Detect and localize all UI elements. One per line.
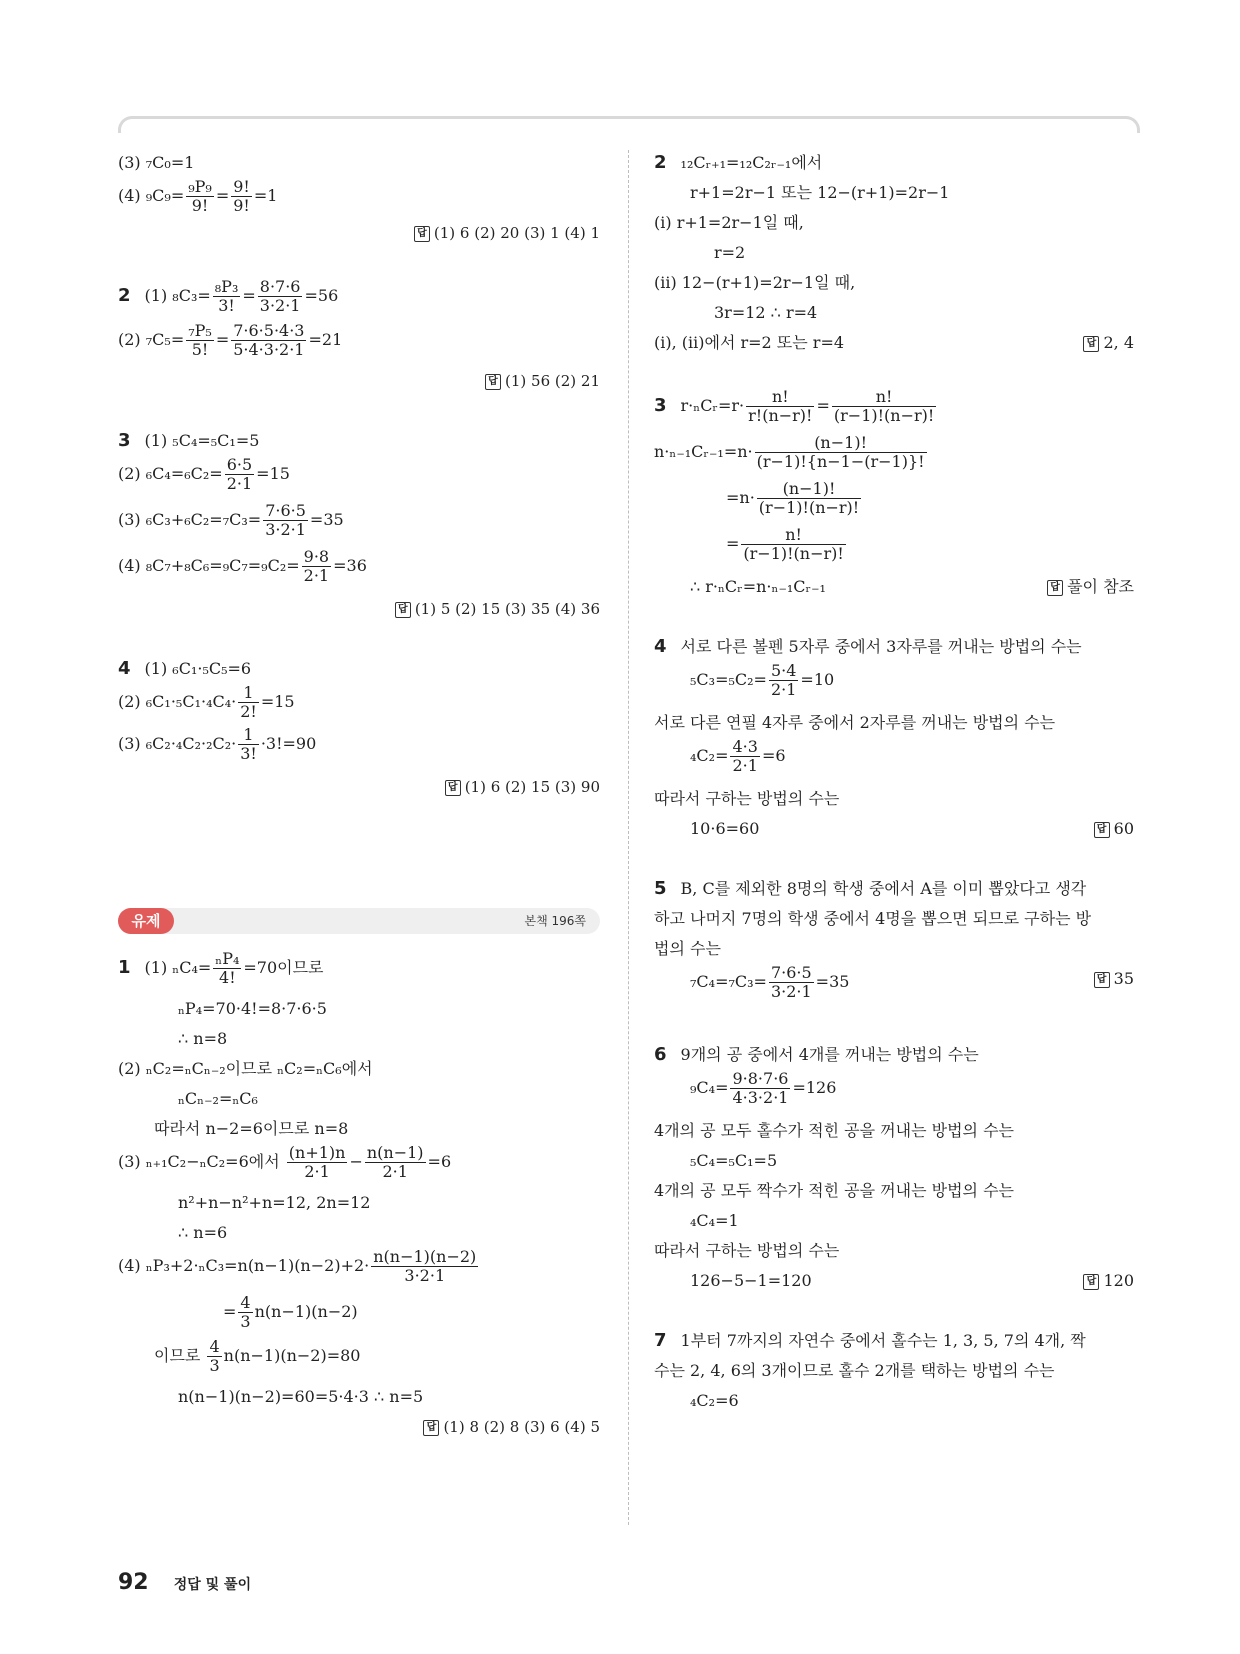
problem-number: 4 <box>118 658 131 679</box>
answer-line: 답 (1) 5 (2) 15 (3) 35 (4) 36 <box>118 594 600 624</box>
problem-number: 6 <box>654 1044 667 1065</box>
solution-line: ∴ n=6 <box>178 1223 228 1242</box>
exercise-7-solution <box>654 1326 1134 1416</box>
solution-line: 이므로 $\frac{4}{3}$ n(n−1)(n−2)=80 <box>154 1337 361 1375</box>
fraction: $\frac{n!}{r!(n-r)!}$ <box>748 387 813 425</box>
page-number: 92 <box>118 1570 149 1595</box>
solution-line: 1 (1) ₙC₄= $\frac{\text{ₙP₄}}{4!}$ =70이므로 <box>118 949 324 987</box>
solution-line: ₇C₄=₇C₃= $\frac{7\cdot 6\cdot 5}{3\cdot 2\cdot 1}$ =35 답 35 <box>690 963 1134 1001</box>
fraction: $\frac{n(n-1)(n-2)}{3\cdot 2\cdot 1}$ <box>373 1247 477 1285</box>
solution-line: ₉C₄= $\frac{9\cdot 8\cdot 7\cdot 6}{4\cdot 3\cdot 2\cdot 1}$ =126 <box>690 1069 837 1107</box>
section-page-ref: 본책 196쪽 <box>524 914 586 928</box>
solution-line: 5 B, C를 제외한 8명의 학생 중에서 A를 이미 뽑았다고 생각 <box>654 878 1087 899</box>
solution-line: 하고 나머지 7명의 학생 중에서 4명을 뽑으면 되므로 구하는 방 <box>654 909 1092 928</box>
page-section-title: 정답 및 풀이 <box>173 1577 252 1593</box>
solution-line: 4 (1) ₆C₁·₅C₅=6 <box>118 658 252 679</box>
answer-icon: 답 <box>445 780 461 796</box>
solution-line: (3) ₆C₃+₆C₂=₇C₃= $\frac{7\cdot 6\cdot 5}{3\cdot 2\cdot 1}$ =35 <box>118 501 344 539</box>
solution-line: (4) ₉C₉= $\frac{\text{₉P₉}}{9!}$ = $\frac{9!}{9!}$ =1 <box>118 177 278 215</box>
fraction: $\frac{n!}{(r-1)!(n-r)!}$ <box>833 387 935 425</box>
solution-line: (ⅱ) 12−(r+1)=2r−1일 때, <box>654 273 856 292</box>
solution-line: (3) ₇C₀=1 <box>118 153 195 172</box>
answer: 답 120 <box>1083 1266 1134 1296</box>
solution-line: 2 ₁₂Cᵣ₊₁=₁₂C₂ᵣ₋₁에서 <box>654 152 823 173</box>
solution-line: 3 (1) ₅C₄=₅C₁=5 <box>118 430 260 451</box>
solution-line: ₄C₄=1 <box>690 1211 739 1230</box>
solution-line: 법의 수는 <box>654 939 721 958</box>
answer-icon: 답 <box>485 374 501 390</box>
fraction: $\frac{5\cdot 4}{2\cdot 1}$ <box>770 661 797 699</box>
solution-line: 4개의 공 모두 홀수가 적힌 공을 꺼내는 방법의 수는 <box>654 1121 1014 1140</box>
solution-line: 수는 2, 4, 6의 3개이므로 홀수 2개를 택하는 방법의 수는 <box>654 1361 1055 1380</box>
solution-line: (4) ₙP₃+2·ₙC₃=n(n−1)(n−2)+2· $\frac{n(n-1)(n-2)}{3\cdot 2\cdot 1}$ <box>118 1247 477 1285</box>
problem-number: 2 <box>118 285 131 306</box>
problem-number: 2 <box>654 152 667 173</box>
solution-line: ₄C₂= $\frac{4\cdot 3}{2\cdot 1}$ =6 <box>690 737 786 775</box>
solution-line: ₅C₄=₅C₁=5 <box>690 1151 778 1170</box>
answer: 답 풀이 참조 <box>1047 572 1134 602</box>
fraction: $\frac{\text{₇P₅}}{5!}$ <box>188 321 212 359</box>
solution-line: ₙCₙ₋₂=ₙC₆ <box>178 1089 258 1108</box>
section-header <box>118 908 600 934</box>
solution-line: (3) ₙ₊₁C₂−ₙC₂=6에서 $\frac{(n+1)n}{2\cdot 1}$ − $\frac{n(n-1)}{2\cdot 1}$ =6 <box>118 1143 452 1181</box>
prev-problem-solution <box>118 148 600 248</box>
fraction: $\frac{4}{3}$ <box>240 1293 251 1331</box>
problem-number: 7 <box>654 1330 667 1351</box>
solution-line: n²+n−n²+n=12, 2n=12 <box>178 1193 371 1212</box>
solution-line: r+1=2r−1 또는 12−(r+1)=2r−1 <box>690 183 950 202</box>
fraction: $\frac{9\cdot 8}{2\cdot 1}$ <box>303 547 330 585</box>
solution-line: 따라서 n−2=6이므로 n=8 <box>154 1119 349 1138</box>
answer-icon: 답 <box>1083 1274 1099 1290</box>
solution-line: r=2 <box>714 243 746 262</box>
fraction: $\frac{1}{2!}$ <box>240 683 257 721</box>
right-column <box>654 148 1134 1416</box>
problem-number: 3 <box>118 430 131 451</box>
solution-line: 126−5−1=120 답 120 <box>654 1266 1134 1296</box>
fraction: $\frac{9\cdot 8\cdot 7\cdot 6}{4\cdot 3\cdot 2\cdot 1}$ <box>732 1069 789 1107</box>
section-tag: 유제 <box>118 908 174 934</box>
solution-line: 4 서로 다른 볼펜 5자루 중에서 3자루를 꺼내는 방법의 수는 <box>654 636 1082 657</box>
solution-line: (3) ₆C₂·₄C₂·₂C₂· $\frac{1}{3!}$ ·3!=90 <box>118 725 317 763</box>
exercise-3-solution <box>654 388 1134 602</box>
solution-line: 7 1부터 7까지의 자연수 중에서 홀수는 1, 3, 5, 7의 4개, 짝 <box>654 1330 1086 1351</box>
fraction: $\frac{(n+1)n}{2\cdot 1}$ <box>288 1143 346 1181</box>
column-divider <box>628 150 629 1525</box>
solution-line: 3 r·ₙCᵣ=r· $\frac{n!}{r!(n-r)!}$ = $\frac{n!}{(r-1)!(n-r)!}$ <box>654 387 935 425</box>
exercise-1-solution <box>118 950 600 1442</box>
solution-line: 3r=12 ∴ r=4 <box>714 303 818 322</box>
answer-icon: 답 <box>423 1420 439 1436</box>
fraction: $\frac{7\cdot 6\cdot 5\cdot 4\cdot 3}{5\cdot 4\cdot 3\cdot 2\cdot 1}$ <box>233 321 305 359</box>
solution-line: ₄C₂=6 <box>690 1391 739 1410</box>
solution-line: 서로 다른 연필 4자루 중에서 2자루를 꺼내는 방법의 수는 <box>654 713 1056 732</box>
fraction: $\frac{n!}{(r-1)!(n-r)!}$ <box>743 525 844 563</box>
solution-line: 2 (1) ₈C₃= $\frac{\text{₈P₃}}{3!}$ = $\frac{8\cdot 7\cdot 6}{3\cdot 2\cdot 1}$ =56 <box>118 277 339 315</box>
answer: 답 2, 4 <box>1083 328 1134 358</box>
solution-line: (2) ₙC₂=ₙCₙ₋₂이므로 ₙC₂=ₙC₆에서 <box>118 1059 373 1078</box>
solution-line: n(n−1)(n−2)=60=5·4·3 ∴ n=5 <box>178 1387 424 1406</box>
answer: 답 35 <box>1094 964 1134 994</box>
fraction: $\frac{1}{3!}$ <box>240 725 257 763</box>
exercise-4-solution <box>654 632 1134 844</box>
solution-line: = $\frac{4}{3}$ n(n−1)(n−2) <box>223 1293 358 1331</box>
answer-line: 답 (1) 56 (2) 21 <box>118 366 600 396</box>
answer-icon: 답 <box>395 602 411 618</box>
solution-line: = $\frac{n!}{(r-1)!(n-r)!}$ <box>726 525 844 563</box>
solution-line: 4개의 공 모두 짝수가 적힌 공을 꺼내는 방법의 수는 <box>654 1181 1014 1200</box>
solution-line: ₙP₄=70·4!=8·7·6·5 <box>178 999 327 1018</box>
problem-3-solution <box>118 426 600 624</box>
fraction: $\frac{(n-1)!}{(r-1)!\{n-1-(r-1)\}!}$ <box>756 433 925 471</box>
left-column <box>118 148 600 1442</box>
problem-4-solution <box>118 654 600 802</box>
fraction: $\frac{\text{₈P₃}}{3!}$ <box>214 277 239 315</box>
problem-number: 5 <box>654 878 667 899</box>
solution-line: ₅C₃=₅C₂= $\frac{5\cdot 4}{2\cdot 1}$ =10 <box>690 661 835 699</box>
solution-line: (2) ₆C₄=₆C₂= $\frac{6\cdot 5}{2\cdot 1}$ =15 <box>118 455 290 493</box>
answer-icon: 답 <box>1094 972 1110 988</box>
exercise-5-solution <box>654 874 1134 1010</box>
fraction: $\frac{7\cdot 6\cdot 5}{3\cdot 2\cdot 1}$ <box>770 963 812 1001</box>
solution-line: (2) ₇C₅= $\frac{\text{₇P₅}}{5!}$ = $\frac{7\cdot 6\cdot 5\cdot 4\cdot 3}{5\cdot 4\cdot 3\cdot 2\cdot 1}$ =21 <box>118 321 343 359</box>
solution-line: 따라서 구하는 방법의 수는 <box>654 1241 840 1260</box>
answer-icon: 답 <box>414 226 430 242</box>
answer-line: 답 (1) 8 (2) 8 (3) 6 (4) 5 <box>118 1412 600 1442</box>
fraction: $\frac{(n-1)!}{(r-1)!(n-r)!}$ <box>758 479 860 517</box>
fraction: $\frac{\text{₉P₉}}{9!}$ <box>188 177 212 215</box>
answer-line: 답 (1) 6 (2) 20 (3) 1 (4) 1 <box>118 218 600 248</box>
problem-number: 1 <box>118 957 131 978</box>
solution-line: ∴ n=8 <box>178 1029 228 1048</box>
exercise-2-solution <box>654 148 1134 358</box>
answer-icon: 답 <box>1047 580 1063 596</box>
answer-line: 답 (1) 6 (2) 15 (3) 90 <box>118 772 600 802</box>
fraction: $\frac{9!}{9!}$ <box>233 177 250 215</box>
solution-line: (2) ₆C₁·₅C₁·₄C₄· $\frac{1}{2!}$ =15 <box>118 683 295 721</box>
solution-line: 10·6=60 답 60 <box>654 814 1134 844</box>
solution-line: (ⅰ), (ⅱ)에서 r=2 또는 r=4 답 2, 4 <box>654 328 1134 358</box>
fraction: $\frac{n(n-1)}{2\cdot 1}$ <box>366 1143 424 1181</box>
fraction: $\frac{8\cdot 7\cdot 6}{3\cdot 2\cdot 1}$ <box>259 277 301 315</box>
solution-line: ∴ r·ₙCᵣ=n·ₙ₋₁Cᵣ₋₁ 답 풀이 참조 <box>654 572 1134 602</box>
answer: 답 60 <box>1094 814 1134 844</box>
solution-line: =n· $\frac{(n-1)!}{(r-1)!(n-r)!}$ <box>726 479 860 517</box>
solution-line: (ⅰ) r+1=2r−1일 때, <box>654 213 804 232</box>
page-footer <box>118 1568 251 1600</box>
solution-line: (4) ₈C₇+₈C₆=₉C₇=₉C₂= $\frac{9\cdot 8}{2\cdot 1}$ =36 <box>118 547 367 585</box>
fraction: $\frac{7\cdot 6\cdot 5}{3\cdot 2\cdot 1}$ <box>265 501 306 539</box>
fraction: $\frac{4}{3}$ <box>209 1337 220 1375</box>
fraction: $\frac{\text{ₙP₄}}{4!}$ <box>215 949 240 987</box>
top-border <box>118 116 1140 133</box>
problem-2-solution <box>118 278 600 396</box>
fraction: $\frac{4\cdot 3}{2\cdot 1}$ <box>732 737 758 775</box>
problem-number: 3 <box>654 395 667 416</box>
fraction: $\frac{6\cdot 5}{2\cdot 1}$ <box>226 455 253 493</box>
answer-icon: 답 <box>1083 336 1099 352</box>
solution-line: n·ₙ₋₁Cᵣ₋₁=n· $\frac{(n-1)!}{(r-1)!\{n-1-(r-1)\}!}$ <box>654 433 925 471</box>
problem-number: 4 <box>654 636 667 657</box>
answer-icon: 답 <box>1094 822 1110 838</box>
solution-line: 6 9개의 공 중에서 4개를 꺼내는 방법의 수는 <box>654 1044 979 1065</box>
exercise-6-solution <box>654 1040 1134 1296</box>
solution-line: 따라서 구하는 방법의 수는 <box>654 789 840 808</box>
